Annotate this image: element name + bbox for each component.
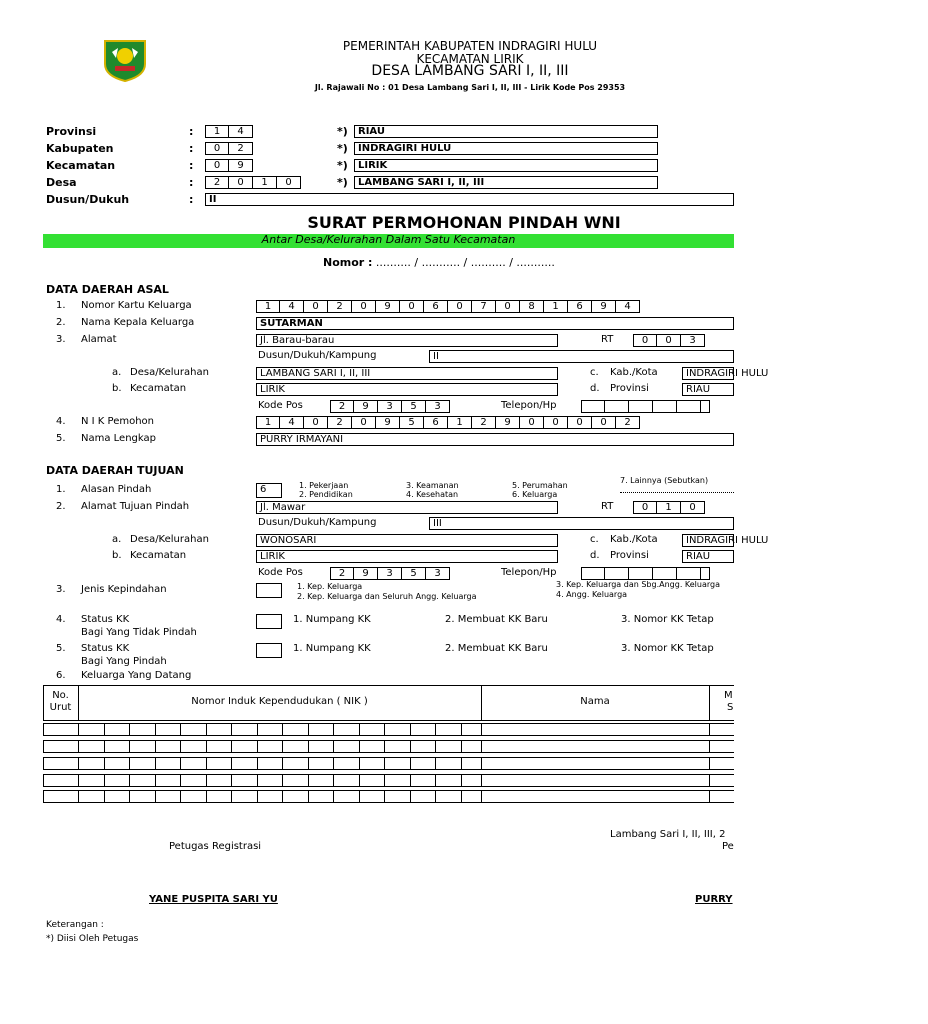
kodepos-asal: 2 9 3 5 3: [330, 400, 450, 413]
dusun-value: II: [205, 193, 734, 206]
digit-box: 9: [376, 416, 400, 429]
label-kecamatan: Kecamatan: [46, 159, 116, 172]
alamat-tujuan: Jl. Mawar: [256, 501, 558, 514]
place-date: Lambang Sari I, II, III, 2: [610, 829, 726, 840]
header-district: KECAMATAN LIRIK: [416, 52, 524, 66]
document-title: SURAT PERMOHONAN PINDAH WNI: [307, 213, 621, 232]
colon: :: [189, 142, 194, 155]
desa-tujuan: WONOSARI: [256, 534, 558, 547]
pemohon-name: PURRY: [695, 894, 733, 905]
colon: :: [189, 125, 194, 138]
star-note: *): [337, 125, 348, 138]
status-pindah-box: [256, 643, 282, 658]
digit-box: 0: [568, 416, 592, 429]
table-row: [43, 740, 734, 753]
header-village: DESA LAMBANG SARI I, II, III: [371, 63, 569, 79]
colon: :: [189, 176, 194, 189]
digit-box: 2: [328, 416, 352, 429]
section-asal: DATA DAERAH ASAL: [46, 283, 169, 296]
star-note: *): [337, 176, 348, 189]
kecamatan-code: 0 9: [205, 159, 253, 172]
digit-box: 4: [280, 416, 304, 429]
digit-box: 0: [496, 300, 520, 313]
kabupaten-code: 0 2: [205, 142, 253, 155]
digit-box: 9: [376, 300, 400, 313]
digit-box: 1: [256, 416, 280, 429]
label-provinsi: Provinsi: [46, 125, 97, 138]
kab-asal: INDRAGIRI HULU: [682, 367, 734, 380]
table-row: [43, 757, 734, 770]
desa-asal: LAMBANG SARI I, II, III: [256, 367, 558, 380]
nkk-digits: [256, 300, 640, 313]
label-alasan: Alasan Pindah: [81, 484, 152, 495]
nik-digits: [256, 416, 640, 429]
petugas-name: YANE PUSPITA SARI YU: [149, 894, 278, 905]
prov-tujuan: RIAU: [682, 550, 734, 563]
kab-tujuan: INDRAGIRI HULU: [682, 534, 734, 547]
nama-value: PURRY IRMAYANI: [256, 433, 734, 446]
label-dusun: Dusun/Dukuh: [46, 193, 130, 206]
digit-box: 2: [616, 416, 640, 429]
label-nik: N I K Pemohon: [81, 416, 155, 427]
digit-box: 4: [280, 300, 304, 313]
digit-box: 0: [352, 300, 376, 313]
label-desa: Desa: [46, 176, 77, 189]
telepon-asal: [581, 400, 710, 413]
digit-box: 0: [448, 300, 472, 313]
digit-box: 2: [328, 300, 352, 313]
provinsi-name: RIAU: [354, 125, 658, 138]
digit-box: 8: [520, 300, 544, 313]
jenis-box: [256, 583, 282, 598]
kec-tujuan: LIRIK: [256, 550, 558, 563]
star-note: *): [337, 159, 348, 172]
label-alamat: Alamat: [81, 334, 117, 345]
label-kabupaten: Kabupaten: [46, 142, 114, 155]
digit-box: 7: [472, 300, 496, 313]
digit-box: 0: [520, 416, 544, 429]
label-jenis: Jenis Kepindahan: [81, 584, 167, 595]
label-nkk: Nomor Kartu Keluarga: [81, 300, 192, 311]
table-row: [43, 774, 734, 787]
dusun-asal: II: [429, 350, 734, 363]
digit-box: 9: [592, 300, 616, 313]
kepala-value: SUTARMAN: [256, 317, 734, 330]
kecamatan-name: LIRIK: [354, 159, 658, 172]
desa-name: LAMBANG SARI I, II, III: [354, 176, 658, 189]
digit-box: 0: [544, 416, 568, 429]
digit-box: 6: [424, 416, 448, 429]
section-tujuan: DATA DAERAH TUJUAN: [46, 464, 184, 477]
provinsi-code: 1 4: [205, 125, 253, 138]
rt-tujuan: 0 1 0: [633, 501, 705, 514]
label-alamat-tujuan: Alamat Tujuan Pindah: [81, 501, 190, 512]
header-address: Jl. Rajawali No : 01 Desa Lambang Sari I, II, III - Lirik Kode Pos 29353: [314, 83, 626, 92]
document-subtitle: Antar Desa/Kelurahan Dalam Satu Kecamatan: [261, 233, 516, 246]
digit-box: 5: [400, 416, 424, 429]
star-note: *): [337, 142, 348, 155]
telepon-tujuan: [581, 567, 710, 580]
dusun-tujuan: III: [429, 517, 734, 530]
digit-box: 6: [424, 300, 448, 313]
label-nama: Nama Lengkap: [81, 433, 156, 444]
kodepos-tujuan: 2 9 3 5 3: [330, 567, 450, 580]
digit-box: 0: [352, 416, 376, 429]
desa-code: 2 0 1 0: [205, 176, 301, 189]
rt-asal: 0 0 3: [633, 334, 705, 347]
header-government: PEMERINTAH KABUPATEN INDRAGIRI HULU: [342, 39, 598, 53]
alasan-value: 6: [256, 483, 282, 498]
prov-asal: RIAU: [682, 383, 734, 396]
digit-box: 9: [496, 416, 520, 429]
digit-box: 1: [256, 300, 280, 313]
notes-line: *) Diisi Oleh Petugas: [46, 934, 139, 944]
digit-box: 2: [472, 416, 496, 429]
digit-box: 0: [304, 416, 328, 429]
digit-box: 4: [616, 300, 640, 313]
table-row: [43, 723, 734, 736]
table-row: [43, 790, 734, 803]
digit-box: 0: [400, 300, 424, 313]
regency-logo: [102, 38, 148, 82]
notes-title: Keterangan :: [46, 920, 104, 930]
status-tidak-box: [256, 614, 282, 629]
alamat-value: Jl. Barau-barau: [256, 334, 558, 347]
digit-box: 0: [592, 416, 616, 429]
kec-asal: LIRIK: [256, 383, 558, 396]
digit-box: 1: [544, 300, 568, 313]
digit-box: 6: [568, 300, 592, 313]
digit-box: 1: [448, 416, 472, 429]
petugas-role: Petugas Registrasi: [169, 841, 262, 852]
colon: :: [189, 159, 194, 172]
label-kepala: Nama Kepala Keluarga: [81, 317, 195, 328]
colon: :: [189, 193, 194, 206]
nomor-line: Nomor : .......... / ........... / .......... / ...........: [323, 256, 555, 269]
kabupaten-name: INDRAGIRI HULU: [354, 142, 658, 155]
digit-box: 0: [304, 300, 328, 313]
